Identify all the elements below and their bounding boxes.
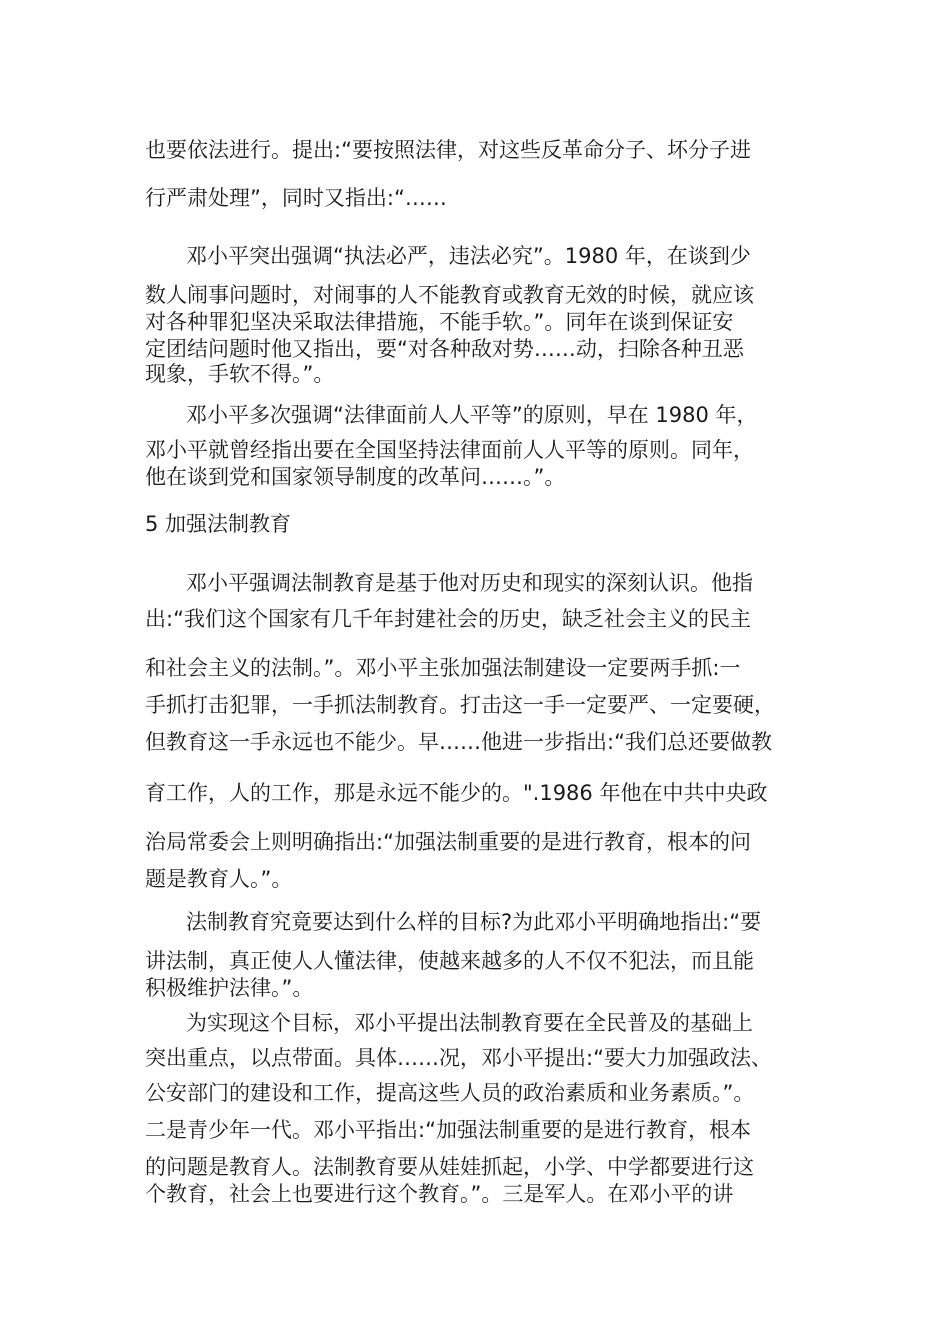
text-line: 和社会主义的法制。”。邓小平主张加强法制建设一定要两手抓:一 [145, 656, 741, 680]
text-line: 邓小平就曾经指出要在全国坚持法律面前人人平等的原则。同年， [145, 438, 754, 462]
text-line: 也要依法进行。提出:“要按照法律，对这些反革命分子、坏分子进 [145, 138, 751, 162]
text-line: 个教育，社会上也要进行这个教育。”。三是军人。在邓小平的讲 [145, 1182, 734, 1206]
text-line: 法制教育究竟要达到什么样的目标?为此邓小平明确地指出:“要 [186, 910, 762, 934]
text-line: 出:“我们这个国家有几千年封建社会的历史，缺乏社会主义的民主 [145, 607, 751, 631]
text-line: 邓小平突出强调“执法必严，违法必究”。1980 年，在谈到少 [186, 244, 751, 268]
text-line: 现象，手软不得。”。 [145, 362, 335, 386]
text-line: 行严肃处理”，同时又指出:“…… [145, 186, 447, 210]
text-line: 但教育这一手永远也不能少。早……他进一步指出:“我们总还要做教 [145, 730, 772, 754]
text-line: 突出重点，以点带面。具体……况，邓小平提出:“要大力加强政法、 [145, 1046, 772, 1070]
text-line: 的问题是教育人。法制教育要从娃娃抓起，小学、中学都要进行这 [145, 1155, 754, 1179]
text-line: 为实现这个目标，邓小平提出法制教育要在全民普及的基础上 [186, 1011, 753, 1035]
text-line: 二是青少年一代。邓小平指出:“加强法制重要的是进行教育，根本 [145, 1118, 751, 1142]
text-line: 公安部门的建设和工作，提高这些人员的政治素质和业务素质。”。 [145, 1081, 755, 1105]
section-heading: 5 加强法制教育 [145, 512, 292, 536]
text-line: 育工作，人的工作，那是永远不能少的。".1986 年他在中共中央政 [145, 781, 768, 805]
text-line: 题是教育人。”。 [145, 867, 293, 891]
text-line: 对各种罪犯坚决采取法律措施，不能手软。”。同年在谈到保证安 [145, 310, 734, 334]
text-line: 讲法制，真正使人人懂法律，使越来越多的人不仅不犯法，而且能 [145, 949, 754, 973]
text-line: 治局常委会上则明确指出:“加强法制重要的是进行教育，根本的问 [145, 830, 751, 854]
text-line: 他在谈到党和国家领导制度的改革问……。”。 [145, 465, 566, 489]
text-line: 积极维护法律。”。 [145, 976, 314, 1000]
text-line: 数人闹事问题时，对闹事的人不能教育或教育无效的时候，就应该 [145, 283, 754, 307]
text-line: 手抓打击犯罪，一手抓法制教育。打击这一手一定要严、一定要硬， [145, 693, 775, 717]
text-line: 邓小平多次强调“法律面前人人平等”的原则，早在 1980 年， [186, 403, 758, 427]
text-line: 邓小平强调法制教育是基于他对历史和现实的深刻认识。他指 [186, 571, 753, 595]
text-line: 定团结问题时他又指出，要“对各种敌对势……动，扫除各种丑恶 [145, 337, 744, 361]
